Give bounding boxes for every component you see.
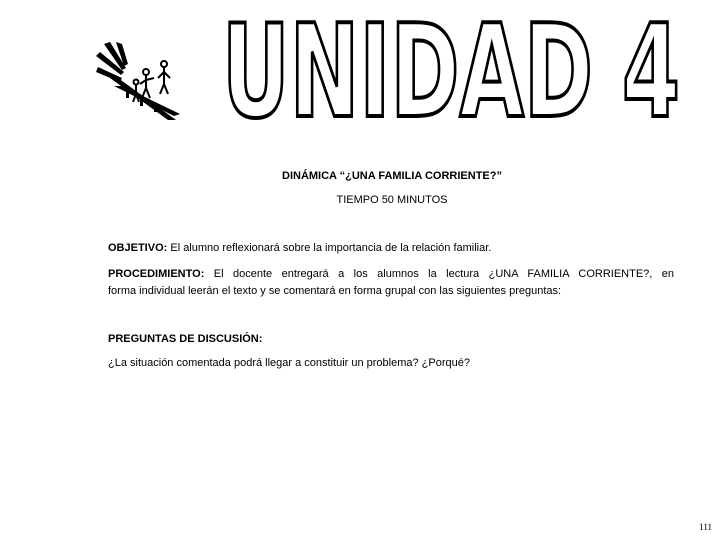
objective-text: El alumno reflexionará sobre la importancia de la relación familiar. <box>167 242 492 254</box>
objective-paragraph <box>108 241 674 256</box>
page-number: 111 <box>699 522 712 532</box>
procedure-text-1: El docente entregará a los alumnos la lectura ¿UNA FAMILIA CORRIENTE?, en <box>204 268 674 280</box>
activity-title: DINÁMICA “¿UNA FAMILIA CORRIENTE?” <box>282 170 502 182</box>
objective-label: OBJETIVO: <box>108 242 168 254</box>
discussion-question: ¿La situación comentada podrá llegar a constituir un problema? ¿Porqué? <box>108 357 470 369</box>
procedure-line-2: forma individual leerán el texto y se comentará en forma grupal con las siguientes preguntas: <box>108 285 562 297</box>
procedure-label: PROCEDIMIENTO: <box>108 268 205 280</box>
procedure-line-1 <box>108 267 674 282</box>
activity-time: TIEMPO 50 MINUTOS <box>336 194 448 206</box>
discussion-heading: PREGUNTAS DE DISCUSIÓN: <box>108 333 263 345</box>
unit-title <box>222 16 684 128</box>
family-stairs-icon <box>96 42 188 122</box>
unit-title-text: UNIDAD 4 <box>222 16 680 128</box>
